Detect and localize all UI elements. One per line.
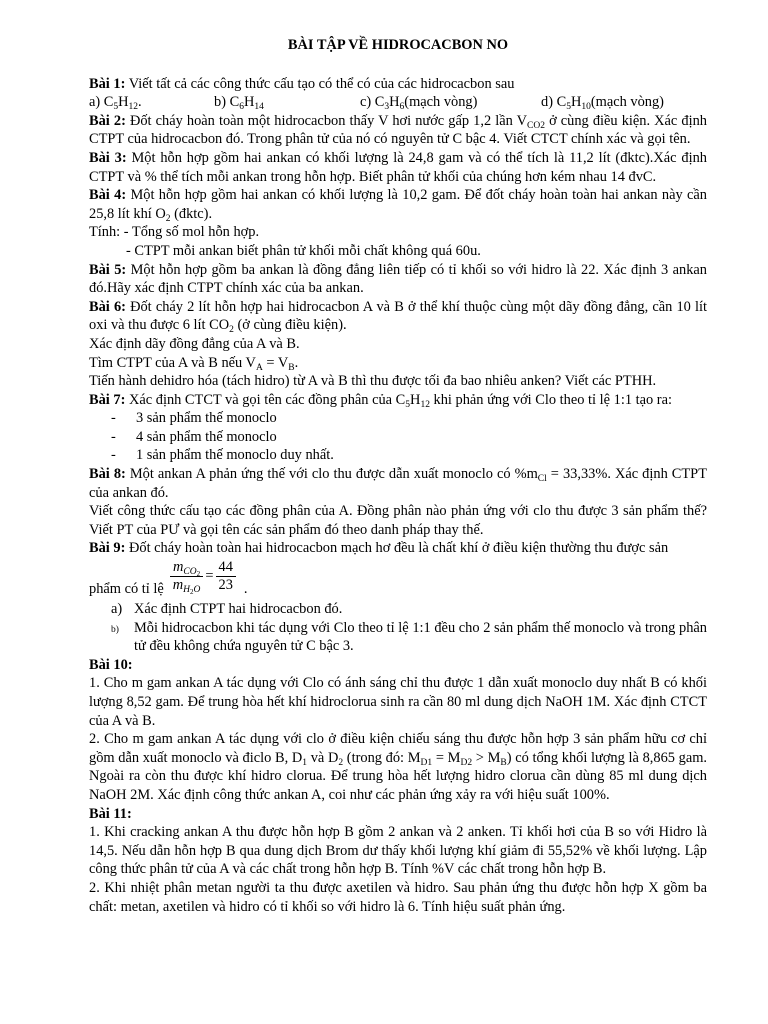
list-item: a) Xác định CTPT hai hidrocacbon đó.: [111, 601, 343, 618]
exercise-label: Bài 2:: [89, 112, 126, 129]
exercise-label: Bài 4:: [89, 187, 127, 204]
exercise-label: Bài 3:: [89, 149, 127, 166]
exercise-4-line-3: - CTPT mỗi ankan biết phân tử khối mỗi chất không quá 60u.: [126, 242, 481, 259]
exercise-10-label: Bài 10:: [89, 656, 133, 673]
list-item: - 4 sản phẩm thế monoclo: [111, 428, 277, 445]
page-title: BÀI TẬP VỀ HIDROCACBON NO: [287, 37, 509, 53]
exercise-8: Bài 8: Một ankan A phản ứng thế với clo thu được dẫn xuất monoclo có $\%m_{Cl} = 33,33\%$. Xác định CTPT của ankan đó.: [89, 466, 707, 501]
exercise-11-label: Bài 11:: [89, 805, 132, 822]
exercise-9: Bài 9: Đốt cháy hoàn toàn hai hidrocacbon mạch hơ đều là chất khí ở điều kiện thường thu được sản: [89, 540, 669, 557]
exercise-11-para-2: 2. Khi nhiệt phân metan người ta thu được axetilen và hidro. Sau phản ứng thu được hỗn hợp X gồm ba chất: metan, axetilen và hidro có tỉ khối so với hidro là 6. Tính hiệu suất phản ứng.: [89, 879, 707, 915]
document-page: [89, 30, 707, 916]
exercise-10-para-1: 1. Cho m gam ankan A tác dụng với Clo có ánh sáng chỉ thu được 1 dẫn xuất monoclo duy nhất B có khối lượng 8,52 gam. Để trung hòa hết khí hidroclorua sinh ra cần 80 ml dung dịch NaOH 1M. Xác định CTCT của A và B.: [89, 675, 707, 729]
list-item: - 3 sản phẩm thế monoclo: [111, 410, 277, 427]
choice-d: d) $C_5H_{10}(mạch$ vòng): [541, 94, 664, 113]
ratio-formula: $\frac{m_{CO2}}{m_{H2O}}$ = $\frac{44}{23}$: [170, 559, 236, 594]
exercise-label: Bài 9:: [89, 540, 126, 557]
exercise-label: Bài 5:: [89, 261, 127, 278]
ratio-line: phẩm có tỉ lệ $\frac{m_{CO2}}{m_{H2O}}$ = $\frac{44}{23}$ .: [89, 559, 248, 598]
exercise-3: Bài 3: Một hỗn hợp gồm hai ankan có khối lượng là 24,8 gam và có thể tích là 11,2 lít (đktc).Xác định CTPT và % thể tích mỗi ankan trong hỗn hợp. Biết phân tử khối của chúng hơn kém nhau 14 đvC.: [89, 149, 707, 185]
choice-a: a) $C_5H_{12}$.: [89, 94, 142, 113]
choice-c: c) $C_3H_6(mạch$ vòng): [360, 94, 478, 113]
exercise-1: Bài 1: Viết tất cả các công thức cấu tạo có thể có của các hidrocacbon sau: [89, 75, 515, 92]
exercise-label: Bài 7:: [89, 391, 126, 408]
exercise-6-line-2: Xác định dãy đồng đẳng của A và B.: [89, 335, 300, 352]
exercise-11-para-1: 1. Khi cracking ankan A thu được hỗn hợp B gồm 2 ankan và 2 anken. Tỉ khối hơi của B so với Hidro là 14,5. Nếu dẫn hỗn hợp B qua dung dịch Brom dư thấy khối lượng khí giảm đi 55,52% về khối lượng. Lập công thức phân tử của A và các chất trong hỗn hợp B. Tính %V các chất trong hỗn hợp B.: [89, 824, 707, 878]
exercise-6-line-3: Tìm CTPT của A và B nếu $V_A = V_B$.: [89, 354, 299, 373]
exercise-1-choices: [89, 93, 707, 112]
exercise-2: Bài 2: Đốt cháy hoàn toàn một hidrocacbon thấy V hơi nước gấp 1,2 lần $V_{CO2}$ ở cùng điều kiện. Xác định CTPT của hidrocacbon đó. Trong phân tử của nó có nguyên tử C bậc 4. Viết CTCT chính xác và gọi tên.: [89, 112, 707, 148]
exercise-6-line-4: Tiến hành dehidro hóa (tách hidro) từ A và B thì thu được tối đa bao nhiêu anken? Viết các PTHH.: [89, 373, 657, 390]
exercise-4: Bài 4: Một hỗn hợp gồm hai ankan có khối lượng là 10,2 gam. Để đốt cháy hoàn toàn hai ankan này cần 25,8 lít khí $O_2$ (đktc).: [89, 187, 707, 224]
exercise-5: Bài 5: Một hỗn hợp gồm ba ankan là đồng đẳng liên tiếp có tỉ khối so với hidro là 22. Xác định 3 ankan đó.Hãy xác định CTPT chính xác của ba ankan.: [89, 261, 707, 297]
list-item: - 1 sản phẩm thế monoclo duy nhất.: [111, 447, 334, 464]
exercise-10-para-2: 2. Cho m gam ankan A tác dụng với clo ở điều kiện chiếu sáng thu được hỗn hợp 3 sản phẩm hữu cơ chỉ gồm dẫn xuất monoclo và điclo B, $D_1$ và $D_2$ (trong đó: $M_{D1} = M_{D2} > M_B$) có tổng khối lượng là 8,865 gam. Ngoài ra còn thu được khí hidro clorua. Để trung hòa hết lượng hidro clorua cần dùng 85 ml dung dịch NaOH 2M. Xác định công thức ankan A, coi như các phản ứng xảy ra với hiệu suất 100%.: [89, 731, 708, 803]
exercise-label: Bài 8:: [89, 466, 126, 483]
choice-b: b) $C_6H_{14}$: [214, 94, 264, 113]
exercise-7: Bài 7: Xác định CTCT và gọi tên các đồng phân của $C_5H_{12}$ khi phản ứng với Clo theo tỉ lệ 1:1 tạo ra:: [89, 391, 672, 410]
exercise-4-line-2: Tính: - Tổng số mol hỗn hợp.: [89, 224, 260, 241]
exercise-label: Bài 1:: [89, 75, 126, 92]
exercise-label: Bài 6:: [89, 298, 126, 315]
exercise-8-para-2: Viết công thức cấu tạo các đồng phân của A. Đồng phân nào phản ứng với clo thu được 3 sản phẩm thế? Viết PT của PƯ và gọi tên các sản phẩm đó theo danh pháp thay thế.: [89, 503, 707, 538]
list-item: b) Mỗi hidrocacbon khi tác dụng với Clo theo tỉ lệ 1:1 đều cho 2 sản phẩm thế monoclo và trong phân tử đều không chứa nguyên tử C bậc 3.: [111, 619, 707, 655]
exercise-6: Bài 6: Đốt cháy 2 lít hỗn hợp hai hidrocacbon A và B ở thể khí thuộc cùng một dãy đồng đẳng, cần 10 lít oxi và thu được 6 lít $CO_2$ (ở cùng điều kiện).: [89, 298, 707, 336]
